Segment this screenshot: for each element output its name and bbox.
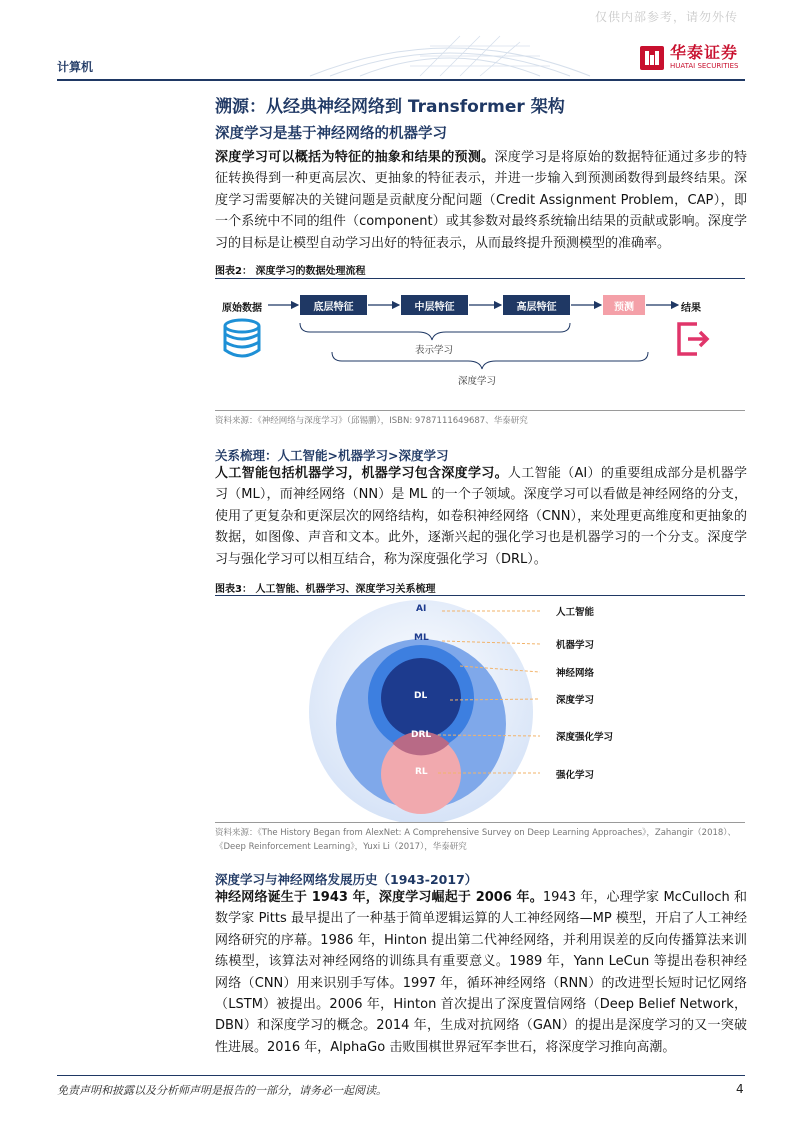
brand-name-en: HUATAI SECURITIES — [670, 62, 739, 70]
paragraph-relations-body: 人工智能（AI）的重要组成部分是机器学习（ML），而神经网络（NN）是 ML 的一个子领域。深度学习可以看做是神经网络的分支，使用了更复杂和更深层次的网络结构，如卷积神经网络（CNN），来处理更高维度和更抽象的数据，如图像、声音和文本。此外，逐渐兴起的强化学习也是机器学习的一个分支。深度学习与强化学习可以相互结合，称为深度强化学习（DRL）。 — [215, 466, 747, 567]
paragraph-relations-lead: 人工智能包括机器学习，机器学习包含深度学习。 — [215, 466, 508, 481]
legend-rl: 强化学习 — [556, 770, 595, 781]
brand-mark-icon — [640, 46, 664, 70]
brace-label-representation: 表示学习 — [415, 345, 454, 356]
venn-diagram — [300, 596, 620, 822]
section2-subtitle: 关系梳理：人工智能>机器学习>深度学习 — [215, 448, 449, 463]
export-icon — [675, 320, 713, 358]
paragraph-history — [215, 887, 747, 1058]
flow-predict: 预测 — [603, 295, 645, 315]
page-number: 4 — [736, 1082, 744, 1096]
footer-rule — [57, 1075, 745, 1076]
brand-name-cn: 华泰证券 — [670, 43, 739, 62]
legend-dl: 深度学习 — [556, 695, 595, 706]
section-title: 溯源：从经典神经网络到 Transformer 架构 — [215, 97, 565, 117]
paragraph-intro — [215, 147, 747, 254]
legend-ai: 人工智能 — [556, 607, 595, 618]
circle-label-ml: ML — [414, 633, 429, 643]
figure3-title: 图表3： 人工智能、机器学习、深度学习关系梳理 — [215, 584, 436, 595]
circle-label-drl: DRL — [411, 730, 432, 740]
figure3-source-line1: 资料来源：《The History Began from AlexNet: A Comprehensive Survey on Deep Learning Approaches》，Zahangir（2018）、 — [215, 828, 737, 838]
figure3-source-rule — [215, 822, 745, 823]
figure2-source-rule — [215, 410, 745, 411]
section3-subtitle: 深度学习与神经网络发展历史（1943-2017） — [215, 872, 478, 887]
figure2-title: 图表2： 深度学习的数据处理流程 — [215, 266, 366, 277]
flow-stage-high: 高层特征 — [503, 295, 570, 315]
flow-stage-low: 底层特征 — [300, 295, 367, 315]
figure3-source — [215, 826, 750, 854]
section-subtitle: 深度学习是基于神经网络的机器学习 — [215, 126, 447, 142]
figure2-source: 资料来源：《神经网络与深度学习》（邱锡鹏），ISBN: 9787111649687、华泰研究 — [215, 416, 528, 426]
database-icon — [222, 318, 262, 358]
brace-label-deep-learning: 深度学习 — [458, 376, 497, 387]
circle-label-dl: DL — [414, 691, 428, 701]
figure3-source-line2: 《Deep Reinforcement Learning》，Yuxi Li（2017），华泰研究 — [215, 842, 467, 852]
flow-stage-mid: 中层特征 — [401, 295, 468, 315]
legend-ml: 机器学习 — [556, 640, 595, 651]
flow-output-label: 结果 — [681, 303, 701, 314]
paragraph-relations — [215, 463, 747, 570]
sector-label: 计算机 — [57, 60, 94, 74]
legend-nn: 神经网络 — [556, 668, 595, 679]
circle-label-ai: AI — [416, 604, 427, 614]
footer-disclaimer: 免责声明和披露以及分析师声明是报告的一部分，请务必一起阅读。 — [57, 1084, 387, 1097]
paragraph-intro-lead: 深度学习可以概括为特征的抽象和结果的预测。 — [215, 150, 495, 165]
figure2-rule — [215, 278, 745, 279]
circle-label-rl: RL — [415, 767, 428, 777]
paragraph-history-body: 1943 年，心理学家 McCulloch 和数学家 Pitts 最早提出了一种基于简单逻辑运算的人工神经网络—MP 模型，开启了人工神经网络研究的序幕。1986 年，Hinton 提出第二代神经网络，并利用误差的反向传播算法来训练模型，该算法对神经网络的训练具有重要意义。1989 年，Yann LeCun 等提出卷积神经网络（CNN）用来识别手写体。1997 年，循环神经网络（RNN）的改进型长短时记忆网络（LSTM）被提出。2006 年，Hinton 首次提出了深度置信网络（Deep Belief Network，DBN）和深度学习的概念。2014 年，生成对抗网络（GAN）的提出是深度学习的又一突破性进展。2016 年，AlphaGo 击败围棋世界冠军李世石，将深度学习推向高潮。 — [215, 890, 747, 1055]
flow-input-label: 原始数据 — [222, 303, 262, 314]
header-rule — [57, 79, 745, 81]
brand-logo — [640, 45, 738, 70]
watermark: 仅供内部参考，请勿外传 — [594, 10, 738, 24]
paragraph-intro-body: 深度学习是将原始的数据特征通过多步的特征转换得到一种更高层次、更抽象的特征表示，并进一步输入到预测函数得到最终结果。深度学习需要解决的关键问题是贡献度分配问题（Credit Assignment Problem，CAP），即一个系统中不同的组件（component）或其参数对最终系统输出结果的贡献或影响。深度学习的目标是让模型自动学习出好的特征表示，从而最终提升预测模型的准确率。 — [215, 150, 747, 251]
paragraph-history-lead: 神经网络诞生于 1943 年，深度学习崛起于 2006 年。 — [215, 890, 543, 905]
header-banner-graphic — [300, 30, 600, 78]
legend-drl: 深度强化学习 — [556, 732, 614, 743]
